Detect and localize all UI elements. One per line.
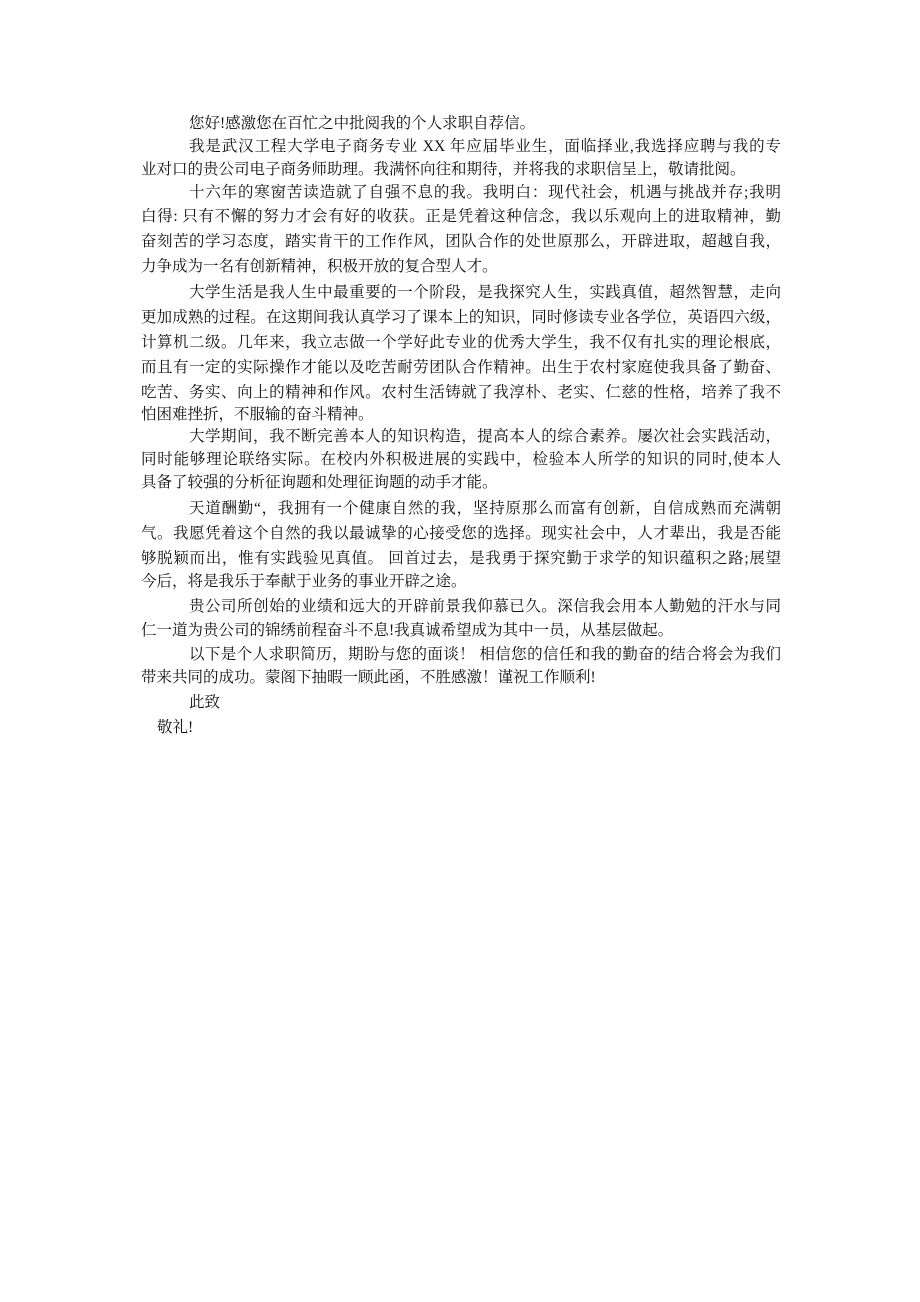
paragraph-line: 带来共同的成功。蒙阁下抽暇一顾此函，不胜感激！谨祝工作顺利! xyxy=(141,669,596,686)
paragraph-line: 大学期间，我不断完善本人的知识构造，提高本人的综合素养。屡次社会实践活动， xyxy=(189,428,781,445)
paragraph-line: 够脱颖而出，惟有实践验见真值。 回首过去，是我勇于探究勤于求学的知识蕴积之路;展望 xyxy=(141,550,781,567)
paragraph-line: 业对口的贵公司电子商务师助理。我满怀向往和期待，并将我的求职信呈上，敬请批阅。 xyxy=(141,161,746,178)
paragraph-line: 具备了较强的分析征询题和处理征询题的动手才能。 xyxy=(141,474,498,491)
paragraph-line: 吃苦、务实、向上的精神和作风。农村生活铸就了我淳朴、老实、仁慈的性格，培养了我不 xyxy=(141,384,781,401)
paragraph-line: 奋刻苦的学习态度，踏实肯干的工作作风，团队合作的处世原那么，开辟进取，超越自我， xyxy=(141,233,781,250)
paragraph-line: 同时能够理论联络实际。在校内外积极进展的实践中，检验本人所学的知识的同时,使本人 xyxy=(141,451,781,468)
paragraph-line: 十六年的寒窗苦读造就了自强不息的我。我明白：现代社会，机遇与挑战并存;我明 xyxy=(189,184,781,201)
paragraph-line: 天道酬勤“，我拥有一个健康自然的我，坚持原那么而富有创新，自信成熟而充满朝 xyxy=(189,500,781,517)
closing-text: 此致 xyxy=(189,694,221,711)
paragraph-line: 贵公司所创始的业绩和远大的开辟前景我仰慕已久。深信我会用本人勤勉的汗水与同 xyxy=(189,598,781,615)
paragraph-line: 怕困难挫折，不服输的奋斗精神。 xyxy=(141,406,374,423)
paragraph-line: 计算机二级。几年来，我立志做一个学好此专业的优秀大学生，我不仅有扎实的理论根底， xyxy=(141,334,781,351)
paragraph-line: 更加成熟的过程。在这期间我认真学习了课本上的知识，同时修读专业各学位，英语四六级， xyxy=(141,309,781,326)
paragraph-line: 仁一道为贵公司的锦绣前程奋斗不息!我真诚希望成为其中一员，从基层做起。 xyxy=(141,622,674,639)
paragraph-line: 白得: 只有不懈的努力才会有好的收获。正是凭着这种信念，我以乐观向上的进取精神，勤 xyxy=(141,208,781,225)
paragraph-line: 而且有一定的实际操作才能以及吃苦耐劳团队合作精神。出生于农村家庭使我具备了勤奋、 xyxy=(141,359,781,376)
paragraph-line: 今后，将是我乐于奉献于业务的事业开辟之途。 xyxy=(141,573,467,590)
paragraph-line: 以下是个人求职简历，期盼与您的面谈！ 相信您的信任和我的勤奋的结合将会为我们 xyxy=(189,646,781,663)
paragraph-line: 力争成为一名有创新精神，积极开放的复合型人才。 xyxy=(141,258,498,275)
paragraph-line: 大学生活是我人生中最重要的一个阶段，是我探究人生，实践真值，超然智慧，走向 xyxy=(189,284,781,301)
salutation-text: 敬礼! xyxy=(157,719,194,736)
greeting-line: 您好!感激您在百忙之中批阅我的个人求职自荐信。 xyxy=(189,115,536,132)
paragraph-line: 我是武汉工程大学电子商务专业 XX 年应届毕业生，面临择业,我选择应聘与我的专 xyxy=(189,138,781,155)
paragraph-line: 气。我愿凭着这个自然的我以最诚挚的心接受您的选择。现实社会中，人才辈出，我是否能 xyxy=(141,525,781,542)
